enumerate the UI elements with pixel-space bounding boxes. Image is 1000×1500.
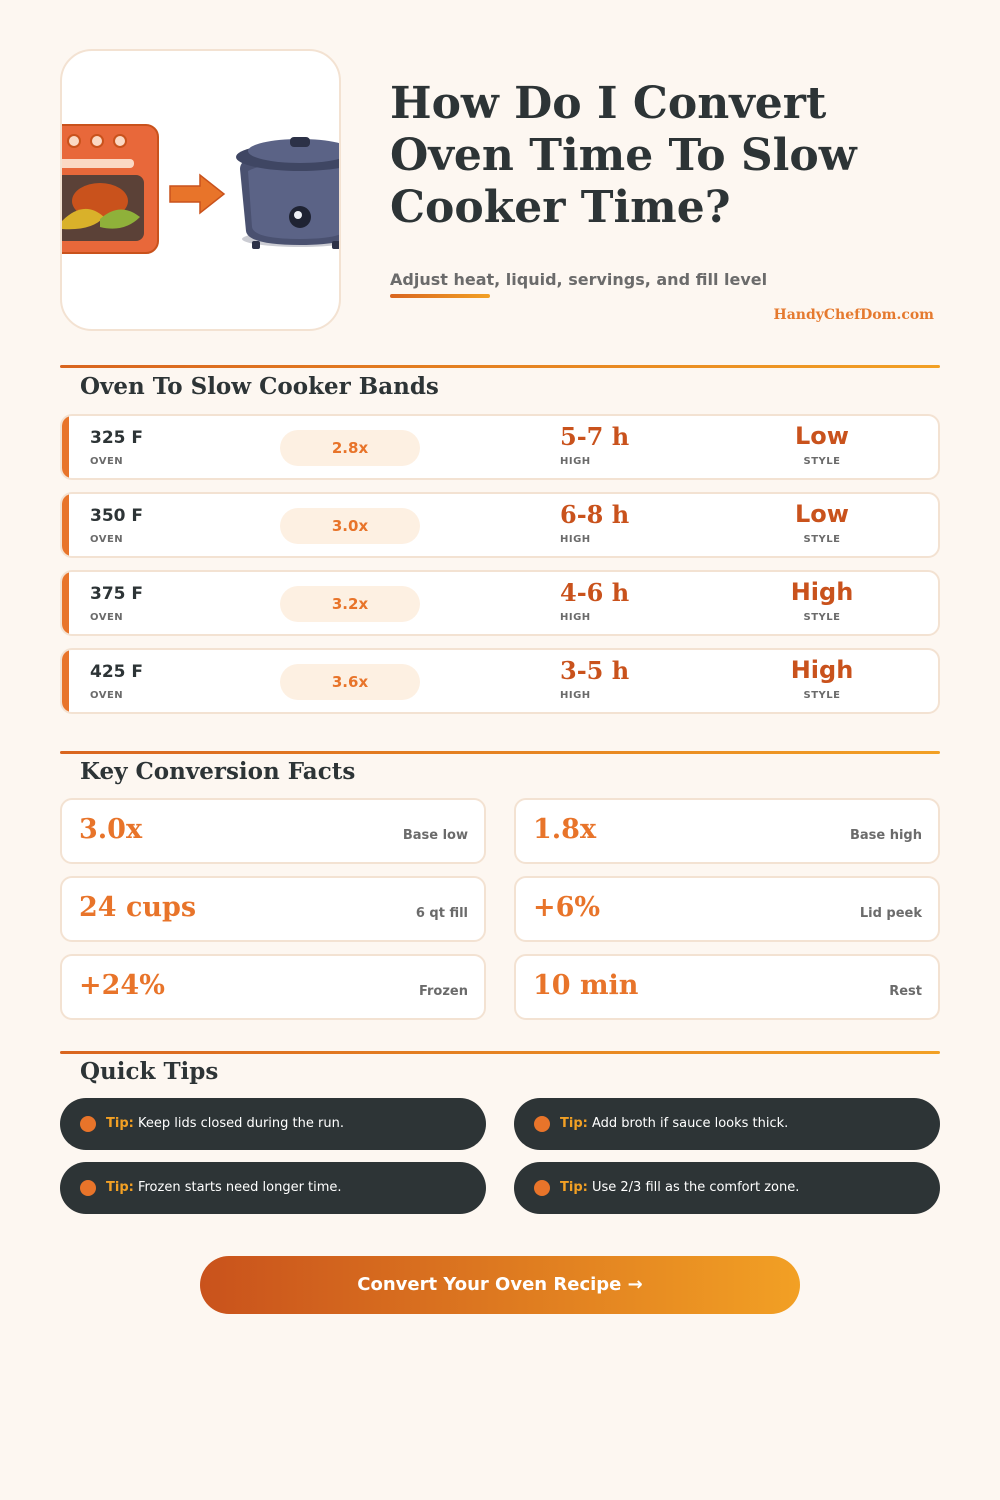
tip-pill [60, 1162, 486, 1214]
fact-card [514, 798, 940, 864]
tip-pill [514, 1098, 940, 1150]
cook-time: 3-5 h [560, 656, 630, 685]
bullet-dot-icon [534, 1116, 550, 1132]
fact-card [514, 876, 940, 942]
multiplier-badge: 3.2x [280, 586, 420, 622]
oven-to-slow-cooker-icon [62, 51, 341, 331]
page-title: How Do I Convert Oven Time To Slow Cooker Time? [390, 78, 857, 233]
multiplier-badge: 3.6x [280, 664, 420, 700]
tip-body: Add broth if sauce looks thick. [591, 1116, 789, 1131]
tip-pill [514, 1162, 940, 1214]
fact-label: 6 qt fill [415, 906, 468, 921]
tip-text [106, 1116, 344, 1131]
style-label: STYLE [803, 690, 841, 701]
fact-value: 3.0x [79, 814, 143, 845]
fact-label: Rest [889, 984, 922, 999]
section-divider [60, 1051, 940, 1054]
band-row [60, 414, 940, 480]
fact-value: +6% [533, 892, 601, 923]
oven-temp: 425 F [90, 662, 144, 682]
style-label: STYLE [803, 612, 841, 623]
tip-body: Frozen starts need longer time. [137, 1180, 342, 1195]
tip-text [560, 1180, 799, 1195]
tip-prefix: Tip: [560, 1180, 588, 1195]
subtitle-underline [390, 294, 490, 298]
multiplier-badge: 3.0x [280, 508, 420, 544]
time-label: HIGH [560, 534, 591, 545]
row-accent [62, 494, 69, 556]
multiplier-badge: 2.8x [280, 430, 420, 466]
page-subtitle: Adjust heat, liquid, servings, and fill level [390, 270, 768, 289]
section-divider [60, 751, 940, 754]
fact-label: Base low [402, 828, 468, 843]
fact-label: Lid peek [859, 906, 922, 921]
bullet-dot-icon [534, 1180, 550, 1196]
section-divider [60, 365, 940, 368]
fact-value: +24% [79, 970, 165, 1001]
oven-temp: 375 F [90, 584, 144, 604]
fact-label: Frozen [418, 984, 468, 999]
row-accent [62, 416, 69, 478]
time-label: HIGH [560, 456, 591, 467]
band-row [60, 648, 940, 714]
fact-card [60, 876, 486, 942]
site-link[interactable]: HandyChefDom.com [773, 307, 934, 323]
fact-value: 1.8x [533, 814, 597, 845]
cook-style: High [790, 578, 854, 606]
band-row [60, 492, 940, 558]
fact-label: Base high [849, 828, 922, 843]
cook-time: 4-6 h [560, 578, 630, 607]
tip-text [106, 1180, 342, 1195]
fact-card [60, 798, 486, 864]
tip-body: Keep lids closed during the run. [137, 1116, 344, 1131]
fact-value: 10 min [533, 970, 639, 1001]
band-row [60, 570, 940, 636]
cook-style: High [790, 656, 854, 684]
oven-temp: 325 F [90, 428, 144, 448]
facts-section-title: Key Conversion Facts [80, 758, 356, 785]
tip-prefix: Tip: [560, 1116, 588, 1131]
time-label: HIGH [560, 690, 591, 701]
cook-style: Low [795, 422, 849, 450]
oven-label: OVEN [90, 690, 124, 701]
bullet-dot-icon [80, 1116, 96, 1132]
tip-body: Use 2/3 fill as the comfort zone. [591, 1180, 800, 1195]
cook-time: 5-7 h [560, 422, 630, 451]
fact-card [514, 954, 940, 1020]
cook-time: 6-8 h [560, 500, 630, 529]
bullet-dot-icon [80, 1180, 96, 1196]
oven-label: OVEN [90, 534, 124, 545]
tip-prefix: Tip: [106, 1116, 134, 1131]
tip-prefix: Tip: [106, 1180, 134, 1195]
oven-temp: 350 F [90, 506, 144, 526]
oven-label: OVEN [90, 456, 124, 467]
row-accent [62, 650, 69, 712]
tips-section-title: Quick Tips [80, 1058, 219, 1085]
tip-pill [60, 1098, 486, 1150]
cook-style: Low [795, 500, 849, 528]
oven-label: OVEN [90, 612, 124, 623]
fact-card [60, 954, 486, 1020]
row-accent [62, 572, 69, 634]
hero-illustration [60, 49, 341, 331]
style-label: STYLE [803, 534, 841, 545]
fact-value: 24 cups [79, 892, 197, 923]
style-label: STYLE [803, 456, 841, 467]
bands-section-title: Oven To Slow Cooker Bands [80, 373, 439, 400]
convert-recipe-button[interactable]: Convert Your Oven Recipe → [200, 1256, 800, 1314]
tip-text [560, 1116, 788, 1131]
time-label: HIGH [560, 612, 591, 623]
